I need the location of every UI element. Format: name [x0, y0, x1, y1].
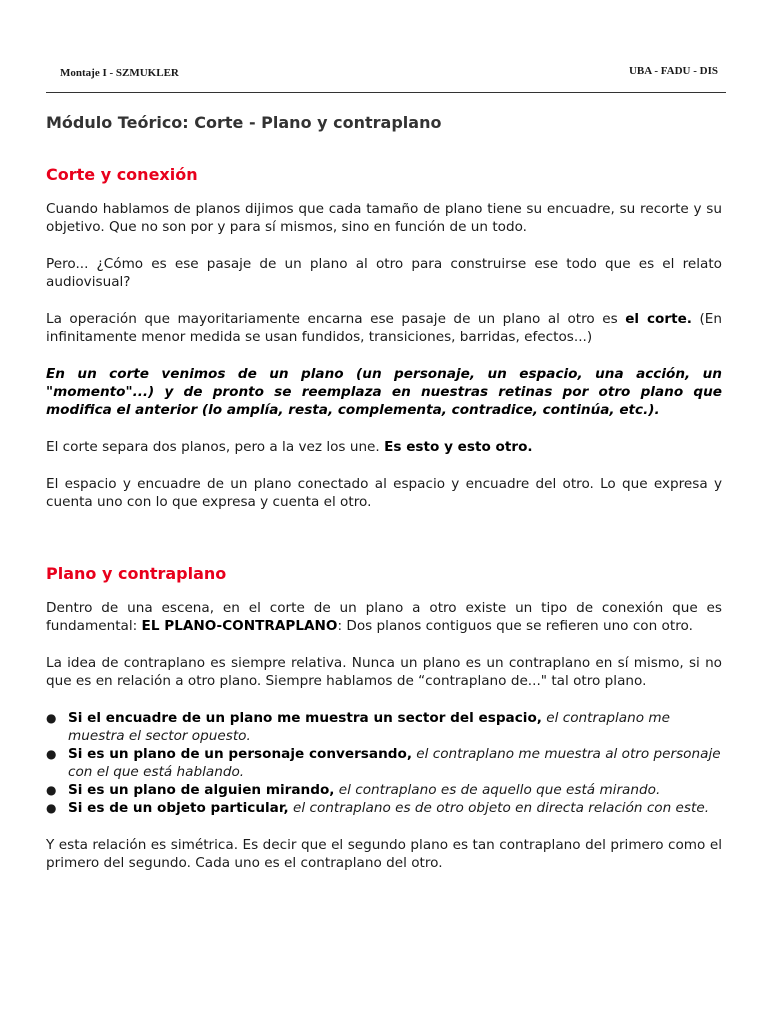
header-institution: UBA - FADU - DIS [628, 65, 718, 77]
bullet-icon: ● [46, 801, 57, 815]
paragraph: Pero... ¿Cómo es ese pasaje de un plano al otro para construirse ese todo que es el relato audiovisual? [46, 256, 722, 290]
bullet-icon: ● [46, 711, 57, 725]
paragraph: Y esta relación es simétrica. Es decir que el segundo plano es tan contraplano del primero como el primero del segundo. Cada uno es el contraplano del otro. [46, 837, 722, 871]
paragraph: Cuando hablamos de planos dijimos que cada tamaño de plano tiene su encuadre, su recorte y su objetivo. Que no son por y para sí mismos, sino en función de un todo. [46, 201, 722, 235]
list-item: ● Si es un plano de un personaje conversando, el contraplano me muestra al otro personaje con el que está hablando. [46, 746, 721, 780]
section-heading-contraplano: Plano y contraplano [46, 564, 227, 583]
emphasis-corte: el corte. [625, 311, 692, 327]
list-item: ● Si es un plano de alguien mirando, el contraplano es de aquello que está mirando. [46, 782, 661, 798]
paragraph: La idea de contraplano es siempre relativa. Nunca un plano es un contraplano en sí mismo, si no que es en relación a otro plano. Siempre hablamos de “contraplano de..." tal otro plano. [46, 655, 722, 689]
section-heading-corte: Corte y conexión [46, 165, 198, 184]
document-body [46, 112, 722, 872]
document-title: Módulo Teórico: Corte - Plano y contraplano [46, 113, 442, 132]
paragraph: La operación que mayoritariamente encarna ese pasaje de un plano al otro es el corte. (En infinitamente menor medida se usan fundidos, transiciones, barridas, efectos...) [46, 311, 722, 345]
bullet-icon: ● [46, 747, 57, 761]
paragraph: El espacio y encuadre de un plano conectado al espacio y encuadre del otro. Lo que expresa y cuenta uno con lo que expresa y cuenta el otro. [46, 476, 722, 510]
emphasis-plano-contraplano: EL PLANO-CONTRAPLANO [141, 618, 338, 634]
list-item: ● Si el encuadre de un plano me muestra un sector del espacio, el contraplano me muestra el sector opuesto. [46, 710, 671, 744]
bullet-icon: ● [46, 783, 57, 797]
paragraph: El corte separa dos planos, pero a la vez los une. Es esto y esto otro. [46, 439, 533, 455]
bullet-list [46, 709, 722, 817]
header-course: Montaje I - SZMUKLER [60, 67, 179, 79]
paragraph: Dentro de una escena, en el corte de un plano a otro existe un tipo de conexión que es fundamental: EL PLANO-CONTRAPLANO: Dos planos contiguos que se refieren uno con otro. [46, 600, 722, 634]
emphasis-esto: Es esto y esto otro. [384, 439, 533, 455]
page-header [46, 62, 726, 93]
list-item: ● Si es de un objeto particular, el contraplano es de otro objeto en directa relación con este. [46, 800, 710, 816]
emphasis-paragraph: En un corte venimos de un plano (un personaje, un espacio, una acción, un "momento"...) y de pronto se reemplaza en nuestras retinas por otro plano que modifica el anterior (lo amplía, resta, complementa, contradice, continúa, etc.). [46, 366, 722, 418]
